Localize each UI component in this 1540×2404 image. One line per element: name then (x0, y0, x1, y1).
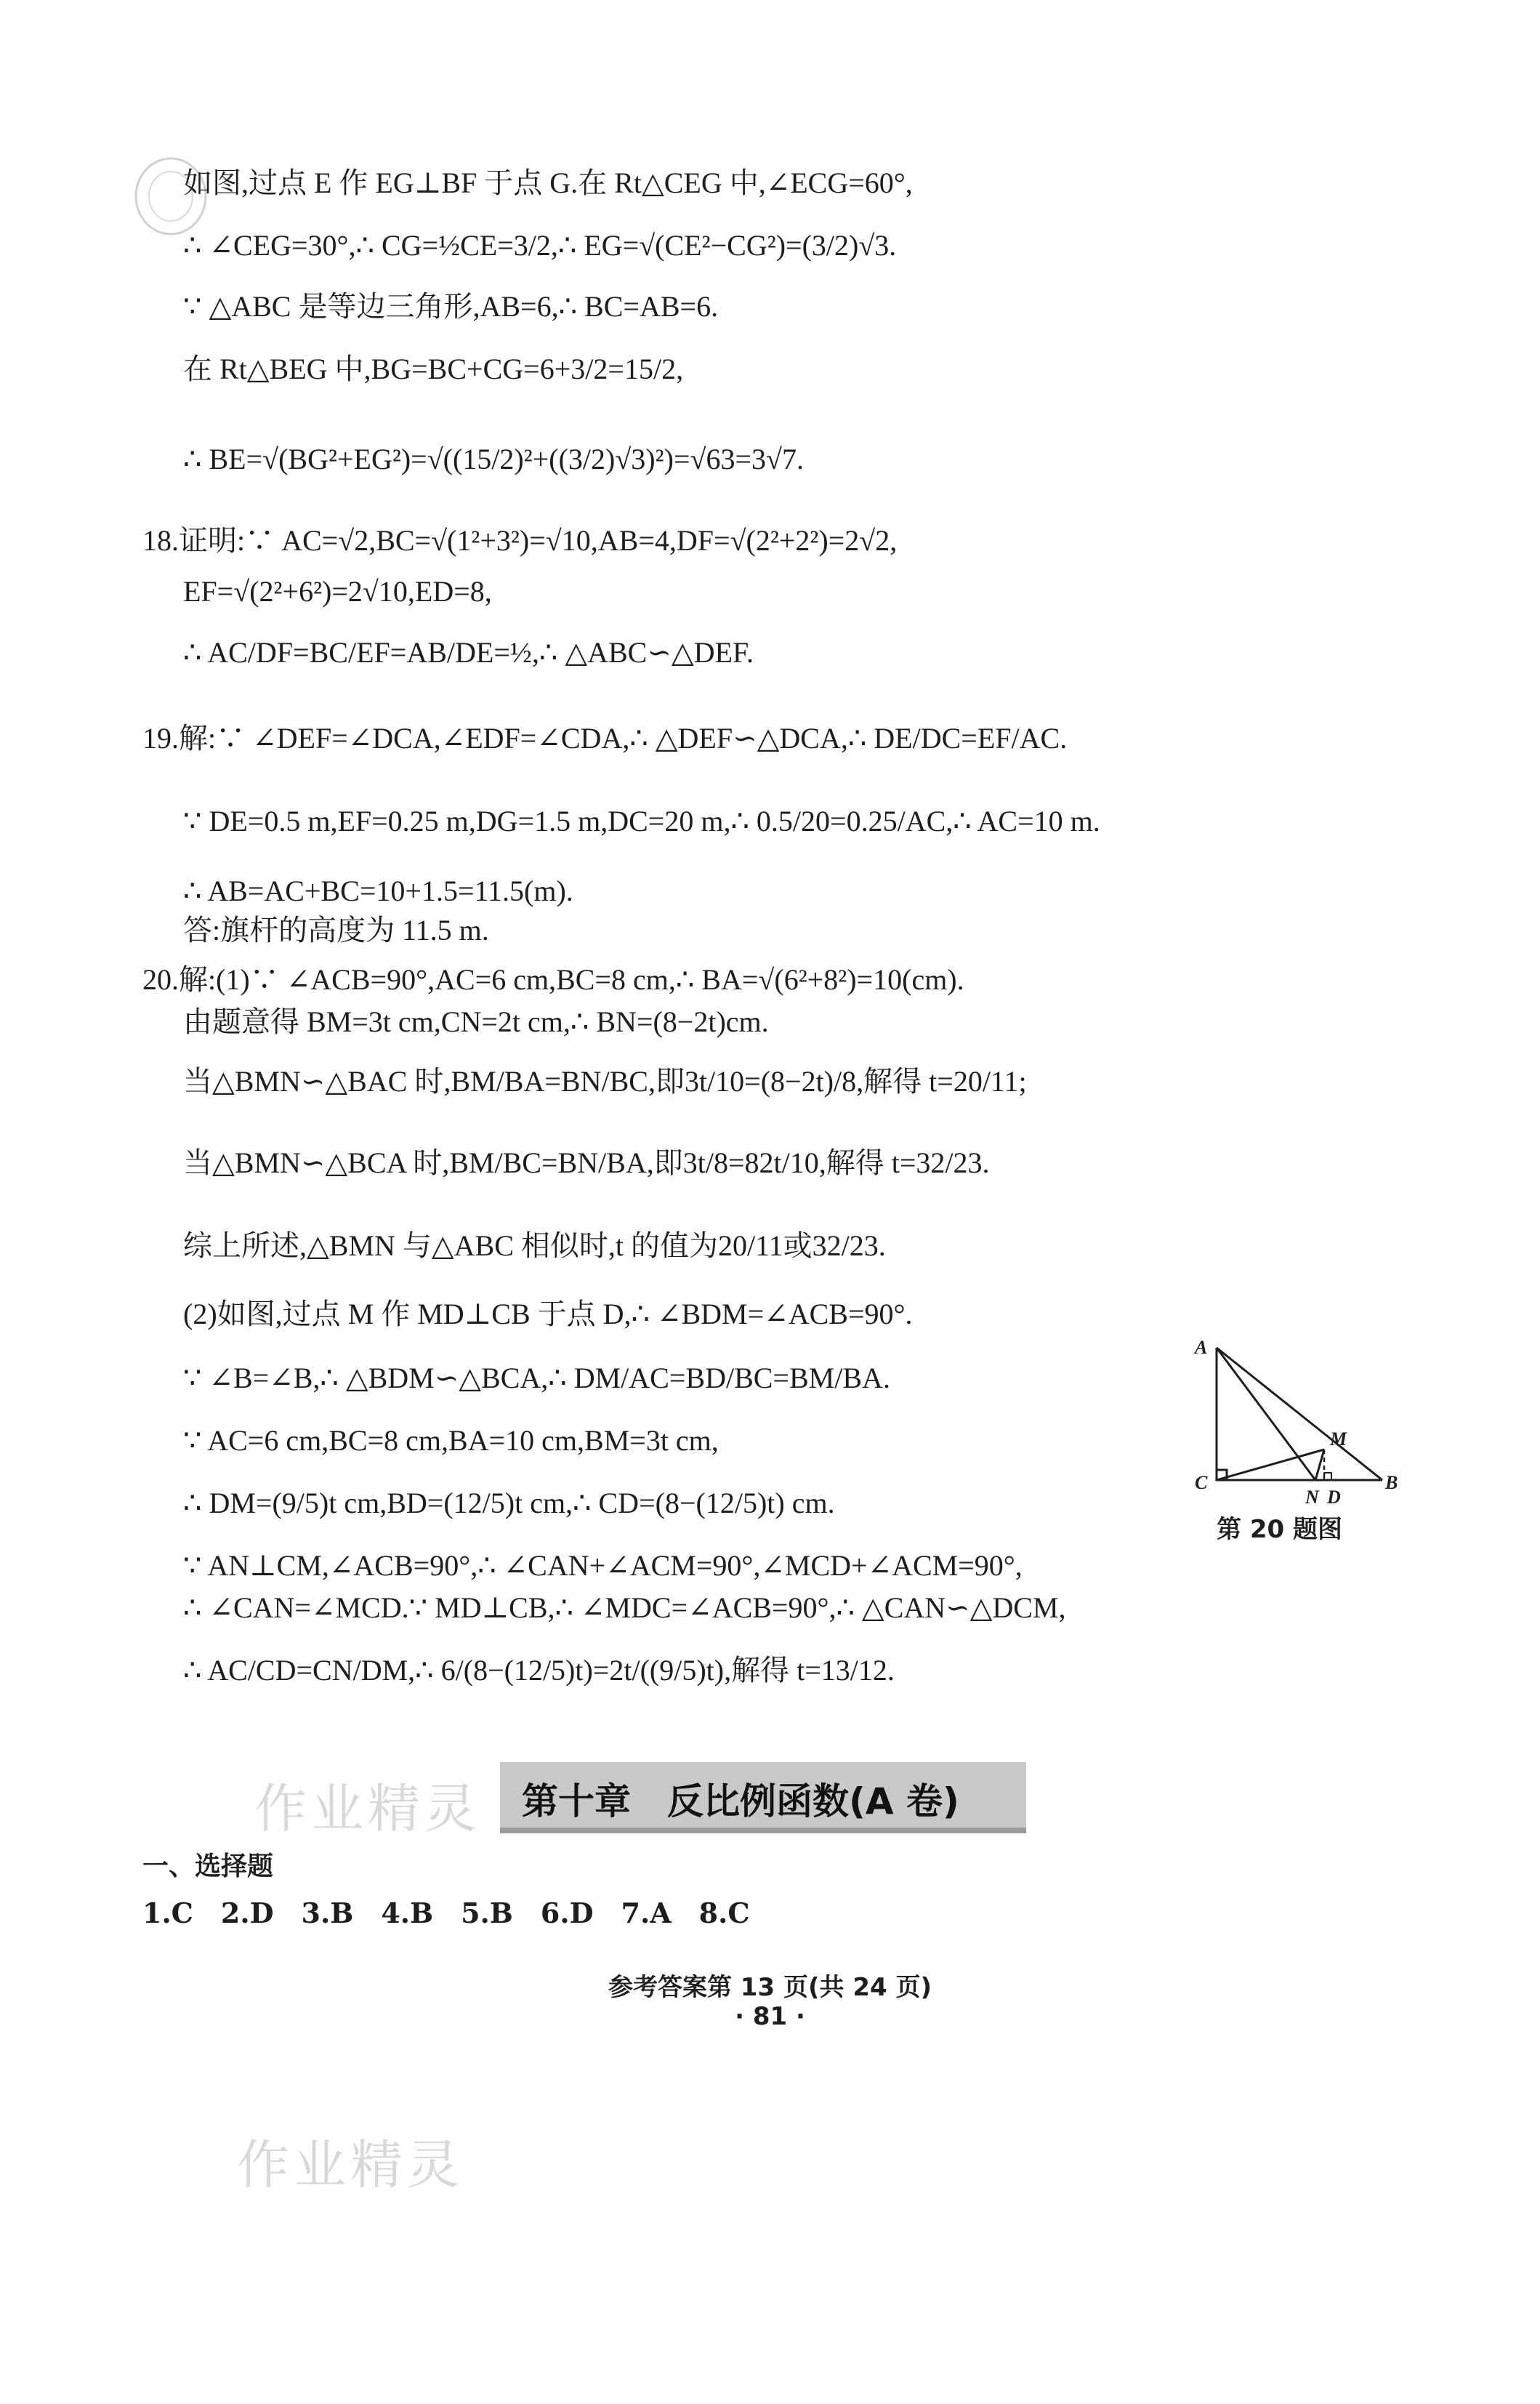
section-heading: 一、选择题 (142, 1852, 274, 1881)
solution-line: 当△BMN∽△BCA 时,BM/BC=BN/BA,即3t/8=82t/10,解得 t=32/23. (183, 1146, 990, 1179)
figure-label-a: A (1195, 1337, 1208, 1358)
solution-line: 当△BMN∽△BAC 时,BM/BA=BN/BC,即3t/10=(8−2t)/8,解得 t=20/11; (183, 1065, 1027, 1098)
footer-page-label: 参考答案第 13 页(共 24 页) (608, 1973, 932, 2002)
footer-page-number: · 81 · (735, 2002, 805, 2031)
figure-label-n: N (1305, 1487, 1319, 1508)
chapter-banner (500, 1762, 1026, 1833)
solution-line: 18.证明:∵ AC=√2,BC=√(1²+3²)=√10,AB=4,DF=√(2²+2²)=2√2, (142, 524, 898, 557)
solution-line: ∵ AN⊥CM,∠ACB=90°,∴ ∠CAN+∠ACM=90°,∠MCD+∠ACM=90°, (183, 1549, 1023, 1582)
solution-line: 由题意得 BM=3t cm,CN=2t cm,∴ BN=(8−2t)cm. (183, 1005, 769, 1038)
figure-label-m: M (1330, 1428, 1347, 1450)
solution-line: ∴ AC/CD=CN/DM,∴ 6/(8−(12/5)t)=2t/((9/5)t),解得 t=13/12. (183, 1654, 895, 1687)
solution-line: ∴ AC/DF=BC/EF=AB/DE=½,∴ △ABC∽△DEF. (183, 636, 754, 669)
figure-label-d: D (1327, 1487, 1341, 1508)
solution-line: ∴ DM=(9/5)t cm,BD=(12/5)t cm,∴ CD=(8−(12/5)t) cm. (183, 1487, 835, 1519)
solution-line: ∵ ∠B=∠B,∴ △BDM∽△BCA,∴ DM/AC=BD/BC=BM/BA. (183, 1362, 890, 1394)
solution-line: 答:旗杆的高度为 11.5 m. (183, 914, 489, 946)
solution-line: ∵ AC=6 cm,BC=8 cm,BA=10 cm,BM=3t cm, (183, 1424, 719, 1457)
figure-caption: 第 20 题图 (1217, 1515, 1342, 1544)
solution-line: 在 Rt△BEG 中,BG=BC+CG=6+3/2=15/2, (183, 353, 684, 385)
solution-line: (2)如图,过点 M 作 MD⊥CB 于点 D,∴ ∠BDM=∠ACB=90°. (183, 1298, 913, 1330)
solution-line: 19.解:∵ ∠DEF=∠DCA,∠EDF=∠CDA,∴ △DEF∽△DCA,∴ DE/DC=EF/AC. (142, 722, 1068, 755)
solution-line: ∴ ∠CEG=30°,∴ CG=½CE=3/2,∴ EG=√(CE²−CG²)=(3/2)√3. (183, 229, 897, 262)
choice-answers: 1.C 2.D 3.B 4.B 5.B 6.D 7.A 8.C (142, 1897, 750, 1929)
solution-line: 综上所述,△BMN 与△ABC 相似时,t 的值为20/11或32/23. (183, 1229, 886, 1262)
chapter-title: 第十章 反比例函数(A 卷) (522, 1780, 959, 1822)
solution-line: 20.解:(1)∵ ∠ACB=90°,AC=6 cm,BC=8 cm,∴ BA=√(6²+8²)=10(cm). (142, 963, 964, 996)
solution-line: ∵ △ABC 是等边三角形,AB=6,∴ BC=AB=6. (183, 290, 719, 323)
watermark-lower: 作业精灵 (237, 2134, 464, 2195)
figure-label-c: C (1195, 1472, 1208, 1493)
solution-line: ∴ ∠CAN=∠MCD.∵ MD⊥CB,∴ ∠MDC=∠ACB=90°,∴ △CAN∽△DCM, (183, 1591, 1066, 1624)
question-20-figure (1192, 1335, 1398, 1509)
figure-label-b: B (1385, 1472, 1398, 1493)
watermark: 作业精灵 (254, 1778, 482, 1839)
solution-line: ∵ DE=0.5 m,EF=0.25 m,DG=1.5 m,DC=20 m,∴ 0.5/20=0.25/AC,∴ AC=10 m. (183, 805, 1100, 837)
solution-line: ∴ BE=√(BG²+EG²)=√((15/2)²+((3/2)√3)²)=√63=3√7. (183, 443, 804, 475)
solution-line: 如图,过点 E 作 EG⊥BF 于点 G.在 Rt△CEG 中,∠ECG=60°, (183, 166, 913, 199)
solution-line: ∴ AB=AC+BC=10+1.5=11.5(m). (183, 875, 573, 907)
solution-line: EF=√(2²+6²)=2√10,ED=8, (183, 575, 492, 608)
